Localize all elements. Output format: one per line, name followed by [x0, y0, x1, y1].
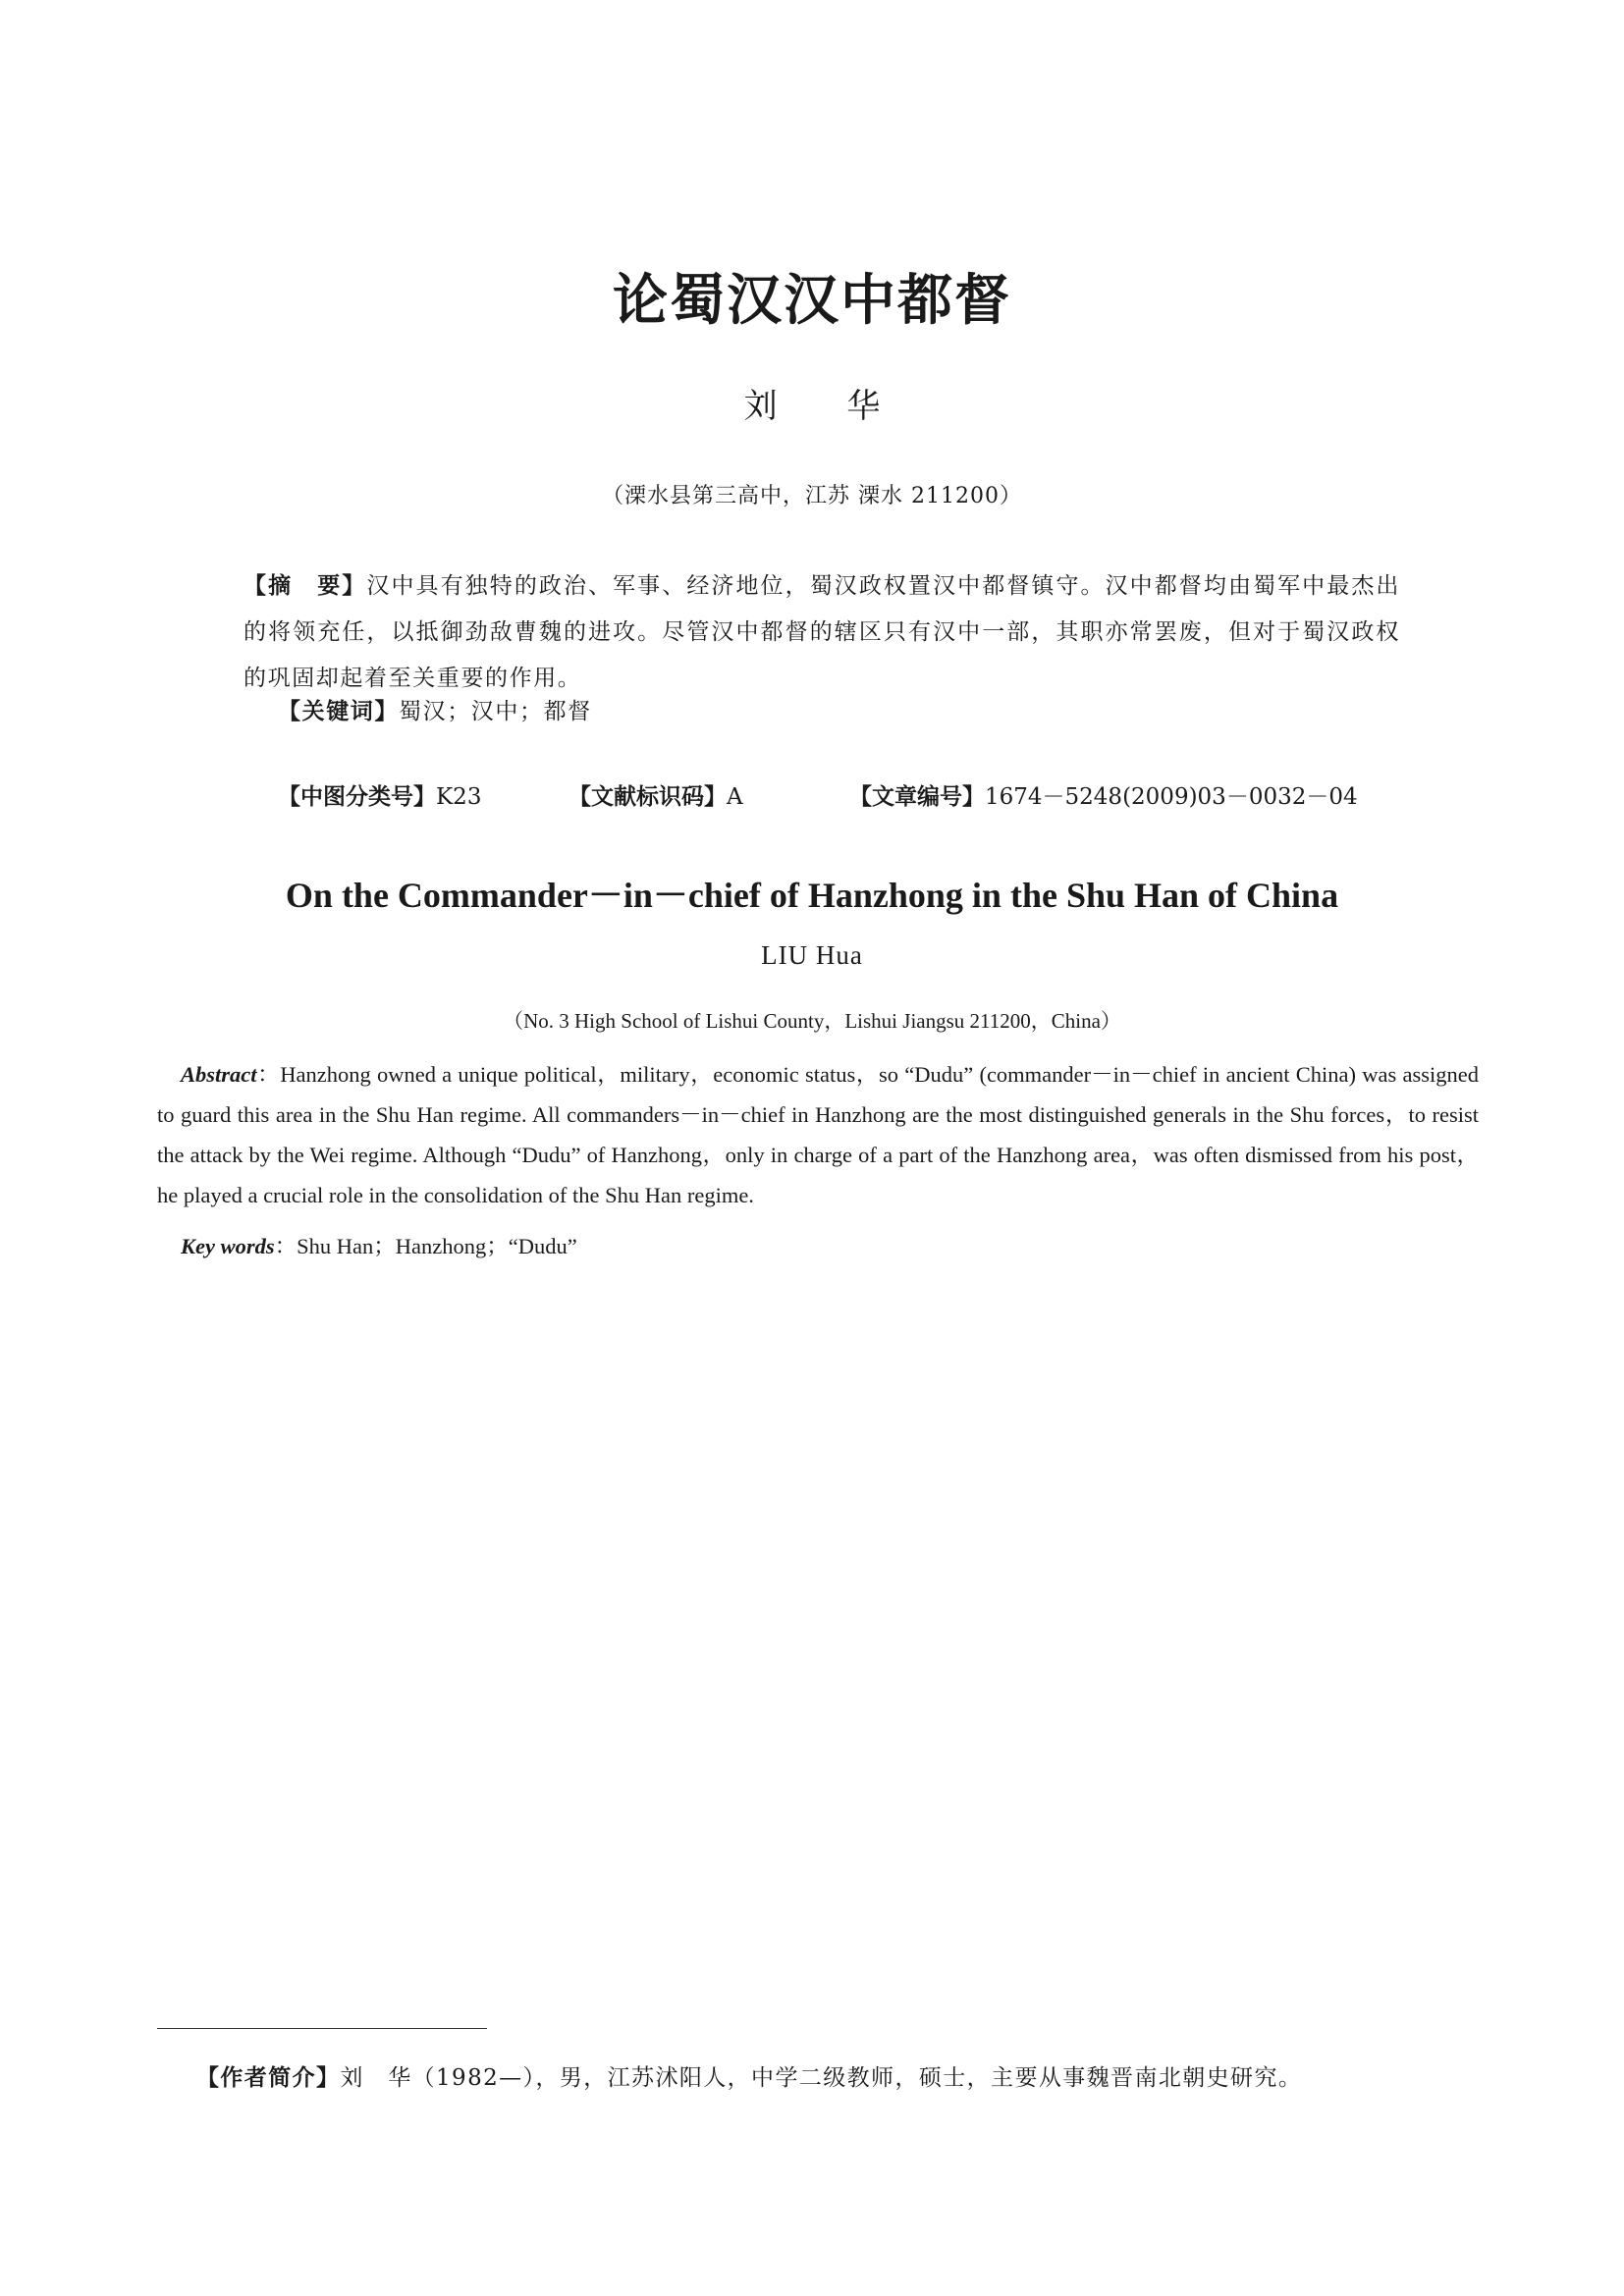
keywords-en [181, 1229, 577, 1260]
abstract-en-text: Hanzhong owned a unique political，military，economic status，so “Dudu” (commander－in－chief in ancient China) was assigned to guard this area in the Shu Han regime. All commanders－in－chief in Hanzhong are the most distinguished generals in the Shu forces，to resist the attack by the Wei regime. Although “Dudu” of Hanzhong，only in charge of a part of the Hanzhong area，was often dismissed from his post，he played a crucial role in the consolidation of the Shu Han regime. [157, 1062, 1479, 1207]
english-author: LIU Hua [761, 940, 863, 970]
english-title: On the Commander－in－chief of Hanzhong in the Shu Han of China [285, 876, 1339, 915]
abstract-cn [244, 563, 1400, 702]
keywords-cn [278, 693, 592, 725]
author-name: 刘 华 [743, 387, 910, 426]
clc-label: 【中图分类号】 [278, 784, 436, 810]
keywords-en-separator: ： [274, 1234, 298, 1258]
author-affiliation: （溧水县第三高中，江苏 溧水 211200） [602, 484, 1022, 508]
page-title: 论蜀汉汉中都督 [613, 269, 1011, 333]
doc-code-label: 【文献标识码】 [568, 784, 727, 810]
article-no-label: 【文章编号】 [849, 784, 985, 810]
abstract-en-label: Abstract [181, 1062, 257, 1087]
abstract-cn-text: 汉中具有独特的政治、军事、经济地位，蜀汉政权置汉中都督镇守。汉中都督均由蜀军中最杰出的将领充任，以抵御劲敌曹魏的进攻。尽管汉中都督的辖区只有汉中一部，其职亦常罢废，但对于蜀汉政权的巩固却起着至关重要的作用。 [244, 573, 1401, 691]
author-note-label: 【作者简介】 [196, 2065, 341, 2091]
doc-code-value: A [727, 784, 743, 810]
english-affiliation: （No. 3 High School of Lishui County，Lishui Jiangsu 211200，China） [503, 1009, 1121, 1033]
keywords-en-label: Key words [181, 1234, 275, 1258]
author-note-text: 刘 华（1982—），男，江苏沭阳人，中学二级教师，硕士，主要从事魏晋南北朝史研究。 [340, 2065, 1303, 2091]
document-code [568, 778, 743, 811]
abstract-en-separator: ： [256, 1062, 281, 1087]
article-no-value: 1674－5248(2009)03－0032－04 [985, 784, 1358, 810]
author-footnote [196, 2059, 1302, 2092]
abstract-cn-label: 【摘 要】 [244, 573, 367, 599]
keywords-cn-text: 蜀汉；汉中；都督 [399, 699, 592, 724]
keywords-cn-label: 【关键词】 [278, 699, 399, 724]
clc-number [278, 778, 481, 811]
abstract-en [157, 1054, 1479, 1215]
keywords-en-text: Shu Han；Hanzhong；“Dudu” [297, 1234, 577, 1258]
clc-value: K23 [436, 784, 482, 810]
article-number [849, 778, 1358, 811]
footnote-divider [157, 2028, 487, 2029]
